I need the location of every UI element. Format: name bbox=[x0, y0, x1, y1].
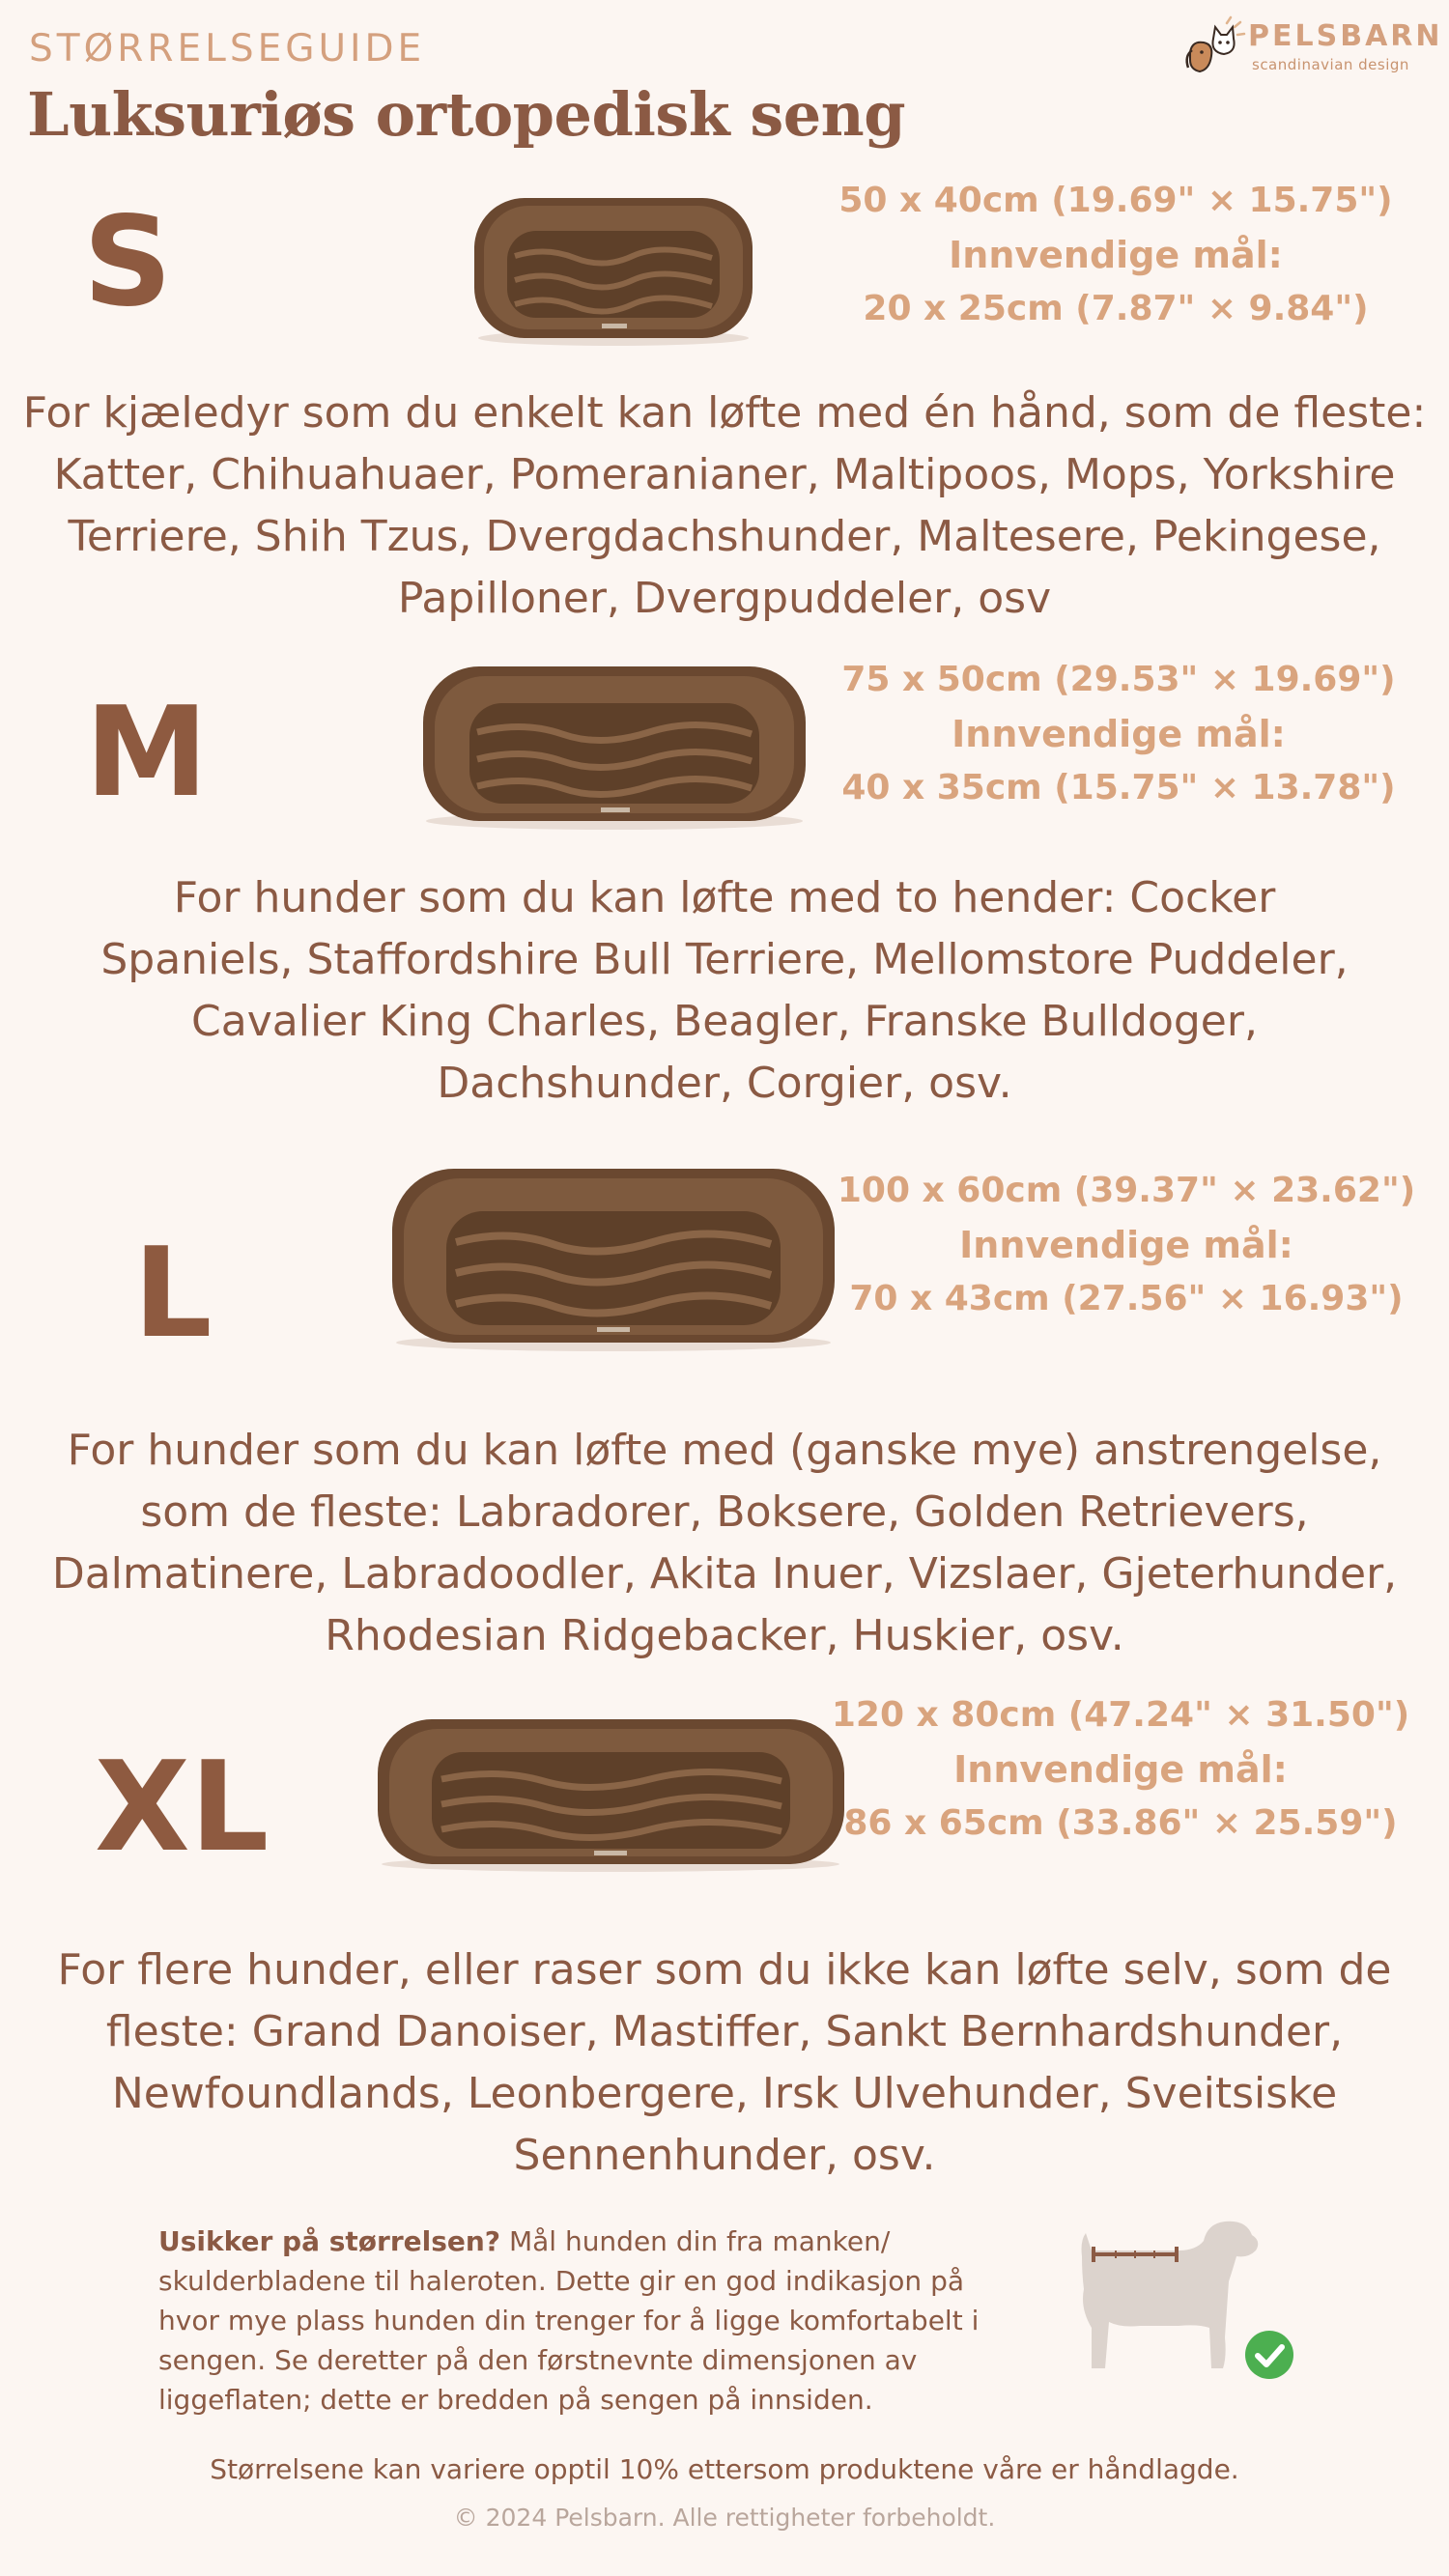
outer-dimensions: 75 x 50cm (29.53" × 19.69") bbox=[841, 660, 1396, 699]
spec-block-xl bbox=[831, 1688, 1410, 1851]
inner-dimensions: 20 x 25cm (7.87" × 9.84") bbox=[863, 289, 1369, 328]
size-description-l: For hunder som du kan løfte med (ganske mye) anstrengelse, som de fleste: Labradorer, Boksere, Golden Retrievers, Dalmatinere, Labradoodler, Akita Inuer, Vizslaer, Gjeterhunder, Rhodesian Ridgebacker, Huskier, osv. bbox=[51, 1426, 1398, 1660]
check-circle-icon bbox=[1244, 2330, 1294, 2380]
size-letter-l: L bbox=[133, 1222, 213, 1366]
page-title: Luksuriøs ortopedisk seng bbox=[27, 79, 906, 150]
inner-dimensions: 86 x 65cm (33.86" × 25.59") bbox=[843, 1803, 1398, 1843]
sizing-tip bbox=[158, 2222, 1028, 2420]
bed-image-xl bbox=[372, 1710, 850, 1874]
dog-measure-illustration bbox=[1063, 2212, 1304, 2405]
sizing-tip-lead: Usikker på størrelsen? bbox=[158, 2225, 501, 2257]
outer-dimensions: 50 x 40cm (19.69" × 15.75") bbox=[838, 181, 1393, 220]
inner-dimensions: 70 x 43cm (27.56" × 16.93") bbox=[849, 1279, 1404, 1318]
size-letter-s: S bbox=[83, 190, 173, 334]
inner-dimensions-label: Innvendige mål: bbox=[952, 713, 1286, 755]
brand-name: PELSBARN bbox=[1248, 19, 1443, 53]
inner-dimensions-label: Innvendige mål: bbox=[949, 234, 1283, 276]
inner-dimensions: 40 x 35cm (15.75" × 13.78") bbox=[841, 768, 1396, 807]
outer-dimensions: 120 x 80cm (47.24" × 31.50") bbox=[831, 1695, 1410, 1735]
size-variation-disclaimer: Størrelsene kan variere opptil 10% ettersom produktene våre er håndlagde. bbox=[210, 2453, 1239, 2485]
inner-dimensions-label: Innvendige mål: bbox=[953, 1748, 1288, 1791]
bed-image-l bbox=[386, 1159, 840, 1352]
size-description-xl: For flere hunder, eller raser som du ikke kan løfte selv, som de fleste: Grand Danoiser, Mastiffer, Sankt Bernhardshunder, Newfoundlands, Leonbergere, Irsk Ulvehunder, Sveitsiske Sennenhunder, osv. bbox=[57, 1945, 1392, 2180]
inner-dimensions-label: Innvendige mål: bbox=[959, 1224, 1293, 1266]
outer-dimensions: 100 x 60cm (39.37" × 23.62") bbox=[837, 1171, 1416, 1210]
bed-image-s bbox=[469, 188, 758, 348]
copyright: © 2024 Pelsbarn. Alle rettigheter forbeholdt. bbox=[453, 2504, 996, 2532]
bed-image-m bbox=[417, 657, 811, 831]
size-description-s: For kjæledyr som du enkelt kan løfte med én hånd, som de fleste: Katter, Chihuahuaer, Pomeranianer, Maltipoos, Mops, Yorkshire Terriere, Shih Tzus, Dvergdachshunder, Maltesere, Pekingese, Papilloner, Dvergpuddeler, osv bbox=[22, 388, 1427, 623]
spec-block-s bbox=[826, 174, 1406, 336]
size-letter-xl: XL bbox=[95, 1736, 270, 1880]
spec-block-m bbox=[829, 653, 1408, 815]
size-letter-m: M bbox=[85, 681, 209, 825]
size-description-m: For hunder som du kan løfte med to hender: Cocker Spaniels, Staffordshire Bull Terriere, Mellomstore Puddeler, Cavalier King Charles, Beagler, Franske Bulldoger, Dachshunder, Corgier, osv. bbox=[100, 873, 1349, 1108]
sizing-tip-text: Mål hunden din fra manken/ skulderbladene til haleroten. Dette gir en god indikasjon på hvor mye plass hunden din trenger for å ligge komfortabelt i sengen. Se deretter på den førstnevnte dimensjonen av liggeflaten; dette er bredden på sengen på innsiden. bbox=[158, 2225, 980, 2416]
brand-logo[interactable] bbox=[1180, 14, 1443, 81]
spec-block-l bbox=[837, 1164, 1416, 1326]
eyebrow-label: STØRRELSEGUIDE bbox=[29, 27, 426, 71]
cat-dog-logo-icon bbox=[1180, 14, 1248, 81]
brand-tagline: scandinavian design bbox=[1252, 56, 1409, 73]
